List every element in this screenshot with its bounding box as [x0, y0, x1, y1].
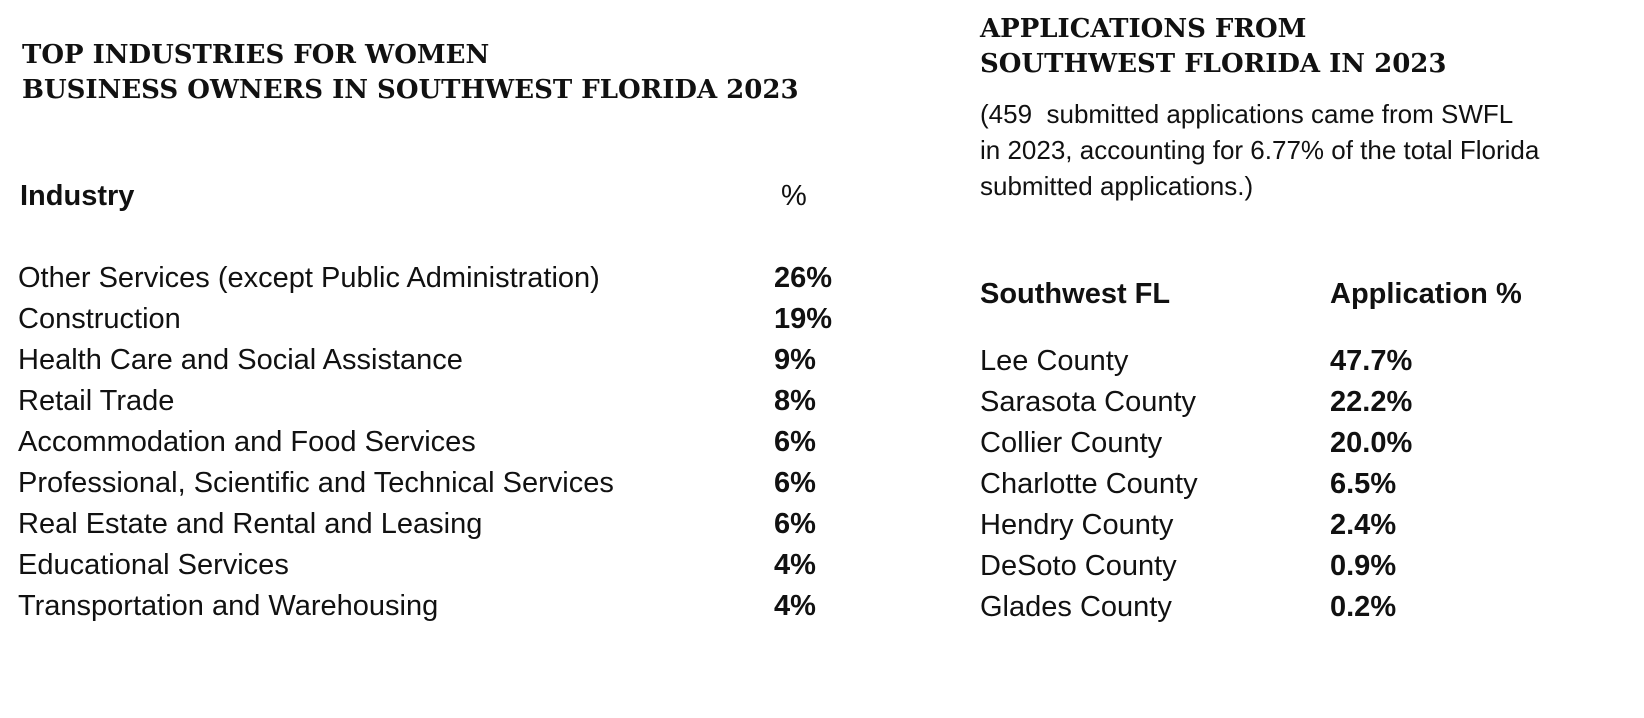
applications-title: [980, 12, 1620, 82]
industry-row: [18, 299, 858, 339]
applications-note: [980, 96, 1630, 204]
applications-note-line-3: submitted applications.): [980, 171, 1254, 201]
applications-note-line-1: (459 submitted applications came from SWFL: [980, 99, 1514, 129]
applications-title-line-1: APPLICATIONS FROM: [980, 14, 1307, 44]
county-row: [980, 505, 1620, 545]
county-name: Collier County: [980, 427, 1163, 459]
county-name: Charlotte County: [980, 468, 1198, 500]
county-name: Sarasota County: [980, 386, 1197, 418]
industries-title: [22, 38, 882, 108]
industry-row: [18, 381, 858, 421]
county-application-percent: 2.4%: [1330, 509, 1397, 541]
industry-row: [18, 586, 858, 626]
county-application-percent: 22.2%: [1330, 386, 1413, 418]
county-application-percent: 20.0%: [1330, 427, 1413, 459]
county-row: [980, 546, 1620, 586]
industries-title-line-2: BUSINESS OWNERS IN SOUTHWEST FLORIDA 2023: [22, 75, 799, 105]
percent-column-header: %: [781, 180, 807, 212]
county-name: Hendry County: [980, 509, 1174, 541]
applications-note-line-2: in 2023, accounting for 6.77% of the total Florida: [980, 135, 1540, 165]
industry-row: [18, 258, 858, 298]
industry-name: Accommodation and Food Services: [18, 426, 476, 458]
counties-table-header: [980, 274, 1620, 314]
county-name: DeSoto County: [980, 550, 1177, 582]
county-application-percent: 6.5%: [1330, 468, 1397, 500]
industry-percent: 4%: [774, 549, 816, 581]
industry-percent: 4%: [774, 590, 816, 622]
county-row: [980, 464, 1620, 504]
industry-row: [18, 340, 858, 380]
industry-percent: 8%: [774, 385, 816, 417]
region-column-header: Southwest FL: [980, 278, 1171, 310]
industries-title-line-1: TOP INDUSTRIES FOR WOMEN: [22, 40, 490, 70]
industry-name: Professional, Scientific and Technical Services: [18, 467, 614, 499]
industry-percent: 6%: [774, 426, 816, 458]
industry-percent: 9%: [774, 344, 816, 376]
industry-percent: 26%: [774, 262, 833, 294]
county-row: [980, 587, 1620, 627]
industry-column-header: Industry: [20, 180, 135, 212]
industry-row: [18, 545, 858, 585]
county-row: [980, 382, 1620, 422]
industry-row: [18, 422, 858, 462]
industry-name: Construction: [18, 303, 181, 335]
industry-row: [18, 504, 858, 544]
industry-name: Other Services (except Public Administration): [18, 262, 600, 294]
county-name: Glades County: [980, 591, 1172, 623]
county-application-percent: 47.7%: [1330, 345, 1413, 377]
industry-name: Real Estate and Rental and Leasing: [18, 508, 483, 540]
applications-title-line-2: SOUTHWEST FLORIDA IN 2023: [980, 49, 1447, 79]
county-name: Lee County: [980, 345, 1129, 377]
industry-name: Health Care and Social Assistance: [18, 344, 463, 376]
county-row: [980, 423, 1620, 463]
industry-row: [18, 463, 858, 503]
county-row: [980, 341, 1620, 381]
industry-name: Transportation and Warehousing: [18, 590, 439, 622]
industry-name: Educational Services: [18, 549, 289, 581]
industry-percent: 6%: [774, 508, 816, 540]
application-percent-column-header: Application %: [1330, 278, 1522, 310]
industry-percent: 6%: [774, 467, 816, 499]
industry-percent: 19%: [774, 303, 833, 335]
county-application-percent: 0.9%: [1330, 550, 1397, 582]
county-application-percent: 0.2%: [1330, 591, 1397, 623]
industry-name: Retail Trade: [18, 385, 175, 417]
industries-table-header: [18, 176, 858, 216]
